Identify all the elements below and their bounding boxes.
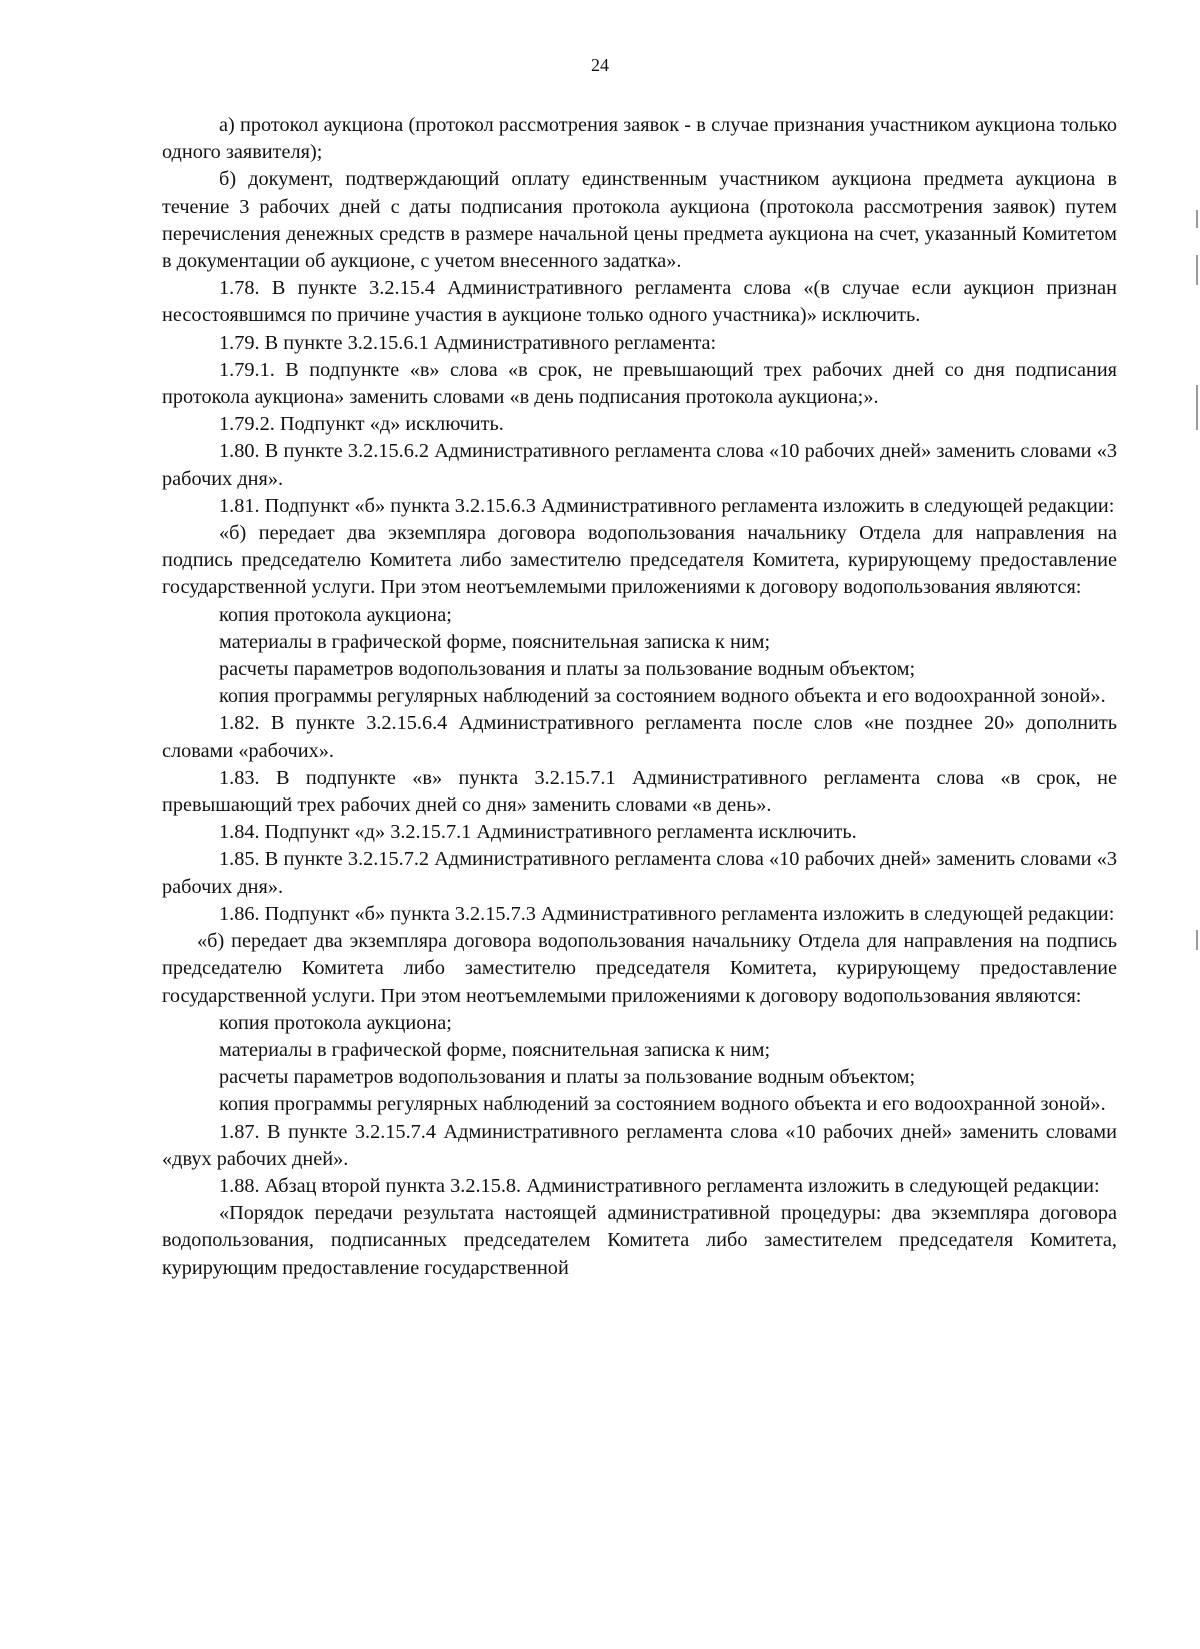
list-item: копия программы регулярных наблюдений за состоянием водного объекта и его водоохранной зоной». [219,1093,1106,1116]
list-item: материалы в графической форме, пояснительная записка к ним; [219,630,771,653]
list-item: расчеты параметров водопользования и платы за пользование водным объектом; [219,1066,916,1089]
paragraph-1-79-2: 1.79.2. Подпункт «д» исключить. [219,413,504,436]
scan-edge-mark [1196,385,1198,430]
list-item: копия протокола аукциона; [219,603,452,626]
quote-b-6-3: «б) передает два экземпляра договора водопользования начальнику Отдела для направления на подпись председателю Комитета либо заместителю председателя Комитета, курирующему предоставление государственной услуги. При этом неотъемлемыми приложениями к договору водопользования являются: [162,522,1117,599]
paragraph-1-80: 1.80. В пункте 3.2.15.6.2 Административного регламента слова «10 рабочих дней» заменить словами «3 рабочих дня». [162,440,1117,490]
scan-edge-mark [1196,255,1198,285]
list-item: копия протокола аукциона; [219,1011,452,1034]
paragraph-1-81: 1.81. Подпункт «б» пункта 3.2.15.6.3 Административного регламента изложить в следующей редакции: [219,494,1115,517]
paragraph-1-78: 1.78. В пункте 3.2.15.4 Административного регламента слова «(в случае если аукцион признан несостоявшимся по причине участия в аукционе только одного участника)» исключить. [162,277,1117,327]
paragraph-1-86: 1.86. Подпункт «б» пункта 3.2.15.7.3 Административного регламента изложить в следующей редакции: [219,902,1115,925]
paragraph-protocol-a: а) протокол аукциона (протокол рассмотрения заявок - в случае признания участником аукциона только одного заявителя); [162,114,1117,164]
quote-b-7-3: «б) передает два экземпляра договора водопользования начальнику Отдела для направления на подпись председателю Комитета либо заместителю председателя Комитета, курирующему предоставление государственной услуги. При этом неотъемлемыми приложениями к договору водопользования являются: [162,930,1117,1007]
list-item: копия программы регулярных наблюдений за состоянием водного объекта и его водоохранной зоной». [219,685,1106,708]
paragraph-document-b: б) документ, подтверждающий оплату единственным участником аукциона предмета аукциона в течение 3 рабочих дней с даты подписания протокола аукциона (протокола рассмотрения заявок) путем перечисления денежных средств в размере начальной цены предмета аукциона на счет, указанный Комитетом в документации об аукционе, с учетом внесенного задатка». [162,168,1117,273]
paragraph-1-79: 1.79. В пункте 3.2.15.6.1 Административного регламента: [219,331,717,354]
paragraph-1-84: 1.84. Подпункт «д» 3.2.15.7.1 Административного регламента исключить. [219,821,857,844]
list-item: материалы в графической форме, пояснительная записка к ним; [219,1038,771,1061]
quote-procedure-order: «Порядок передачи результата настоящей административной процедуры: два экземпляра договора водопользования, подписанных председателем Комитета либо заместителем председателя Комитета, курирующим предоставление государственной [162,1202,1117,1279]
document-body [162,112,1117,1282]
paragraph-1-79-1: 1.79.1. В подпункте «в» слова «в срок, не превышающий трех рабочих дней со дня подписания протокола аукциона» заменить словами «в день подписания протокола аукциона;». [162,358,1117,409]
paragraph-1-87: 1.87. В пункте 3.2.15.7.4 Административного регламента слова «10 рабочих дней» заменить словами «двух рабочих дней». [162,1120,1117,1170]
scan-edge-mark [1196,210,1198,228]
paragraph-1-82: 1.82. В пункте 3.2.15.6.4 Административного регламента после слов «не позднее 20» дополнить словами «рабочих». [162,712,1117,762]
list-item: расчеты параметров водопользования и платы за пользование водным объектом; [219,658,916,681]
paragraph-1-83: 1.83. В подпункте «в» пункта 3.2.15.7.1 Административного регламента слова «в срок, не превышающий трех рабочих дней со дня» заменить словами «в день». [162,766,1117,817]
paragraph-1-85: 1.85. В пункте 3.2.15.7.2 Административного регламента слова «10 рабочих дней» заменить словами «3 рабочих дня». [162,848,1117,898]
page-number: 24 [591,55,609,75]
paragraph-1-88: 1.88. Абзац второй пункта 3.2.15.8. Административного регламента изложить в следующей редакции: [219,1174,1100,1197]
scan-edge-mark [1196,930,1198,950]
